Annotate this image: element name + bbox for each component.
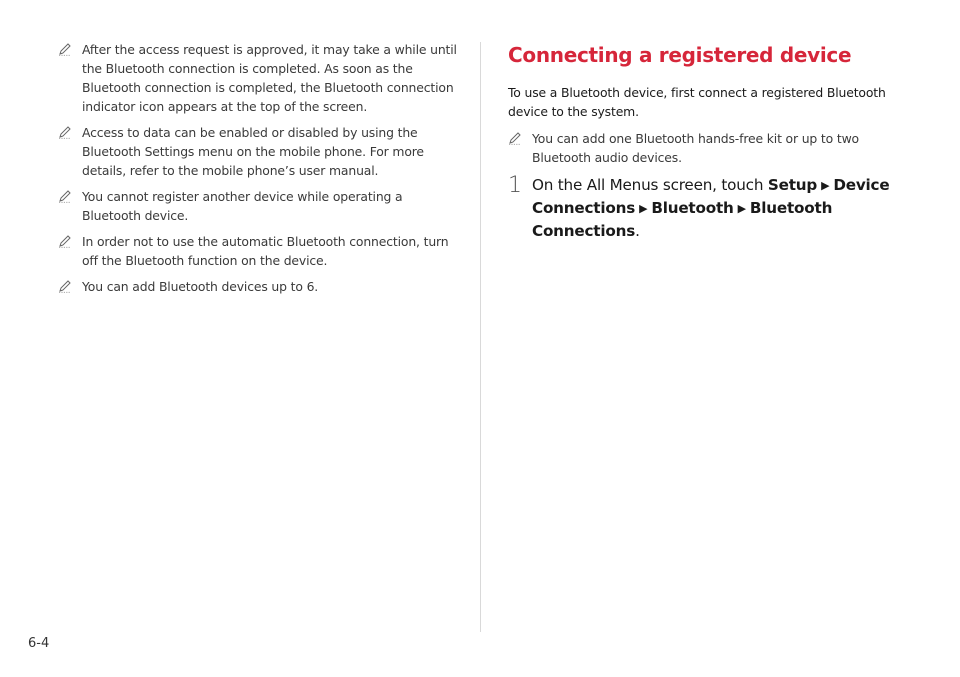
step-number: 1	[508, 173, 522, 198]
left-column	[58, 40, 458, 303]
note-icon	[58, 279, 82, 295]
note-text: You can add one Bluetooth hands-free kit or up to two Bluetooth audio devices.	[532, 131, 859, 165]
note-text: In order not to use the automatic Bluetooth connection, turn off the Bluetooth function on the device.	[82, 234, 449, 268]
note-item	[58, 40, 458, 116]
column-divider	[480, 42, 481, 632]
menu-path-device-connections: Device Connections	[532, 176, 890, 217]
right-triangle-icon: ▶	[737, 202, 746, 215]
menu-path-bluetooth-connections: Bluetooth Connections	[532, 199, 833, 240]
step-item	[508, 174, 908, 243]
note-text: You cannot register another device while operating a Bluetooth device.	[82, 189, 403, 223]
note-item	[58, 123, 458, 180]
note-icon	[58, 189, 82, 205]
note-icon	[58, 234, 82, 250]
page-number: 6-4	[28, 636, 50, 651]
right-triangle-icon: ▶	[821, 179, 830, 192]
note-icon	[508, 131, 532, 147]
note-text: Access to data can be enabled or disabled by using the Bluetooth Settings menu on the mobile phone. For more details, refer to the mobile phone’s user manual.	[82, 125, 424, 178]
note-text: After the access request is approved, it may take a while until the Bluetooth connection is completed. As soon as the Bluetooth connection is completed, the Bluetooth connection indicator icon appears at the top of the screen.	[82, 42, 457, 114]
note-item	[508, 129, 908, 167]
note-item	[58, 232, 458, 270]
note-item	[58, 187, 458, 225]
step-text	[532, 174, 908, 243]
step-suffix: .	[635, 222, 640, 240]
menu-path-setup: Setup	[767, 176, 818, 194]
menu-path-bluetooth: Bluetooth	[651, 199, 734, 217]
note-icon	[58, 42, 82, 58]
step-prefix: On the All Menus screen, touch	[532, 176, 764, 194]
note-icon	[58, 125, 82, 141]
right-triangle-icon: ▶	[639, 202, 648, 215]
note-text: You can add Bluetooth devices up to 6.	[82, 279, 319, 294]
right-column	[508, 40, 908, 243]
section-intro: To use a Bluetooth device, first connect a registered Bluetooth device to the system.	[508, 85, 886, 119]
note-item	[58, 277, 458, 296]
section-title: Connecting a registered device	[508, 43, 852, 67]
